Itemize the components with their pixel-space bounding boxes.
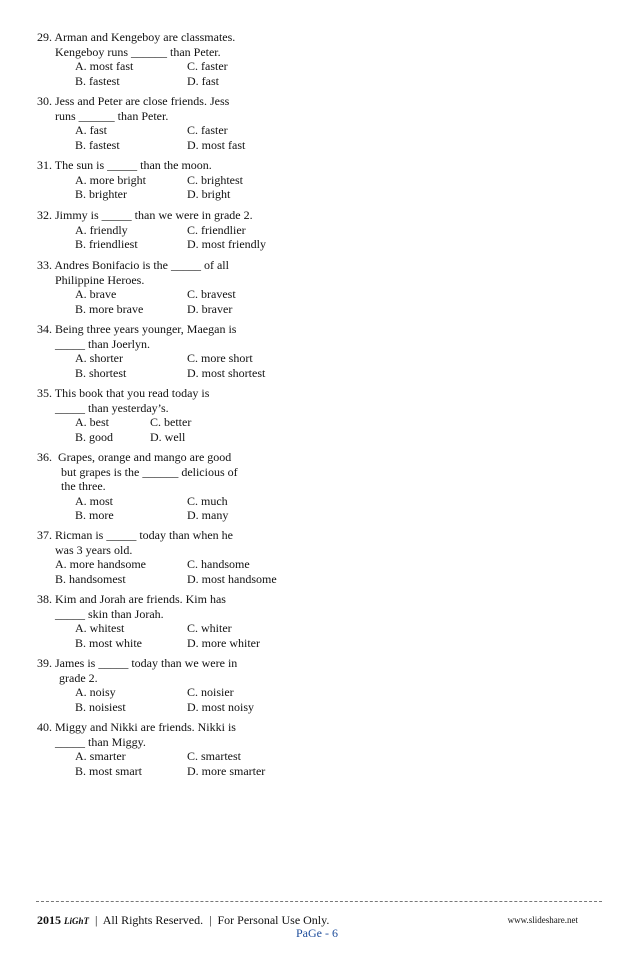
question-stem xyxy=(37,258,337,273)
options-row xyxy=(37,621,337,636)
footer-rights: | All Rights Reserved. | For Personal Use Only. xyxy=(89,913,330,927)
question-text: grade 2. xyxy=(59,670,98,685)
question-text: Arman and Kengeboy are classmates. xyxy=(54,30,236,44)
answer-option: A. whitest xyxy=(75,621,125,635)
options-row xyxy=(37,59,337,74)
options-row xyxy=(37,287,337,302)
answer-option: A. shorter xyxy=(75,351,123,365)
answer-option: A. most xyxy=(75,493,114,508)
question-stem-continuation xyxy=(37,479,337,494)
question-stem xyxy=(37,450,337,465)
answer-option: C. smartest xyxy=(187,749,241,763)
answer-option: A. noisy xyxy=(75,685,116,699)
question-38 xyxy=(37,592,337,650)
options-row xyxy=(37,187,337,202)
question-stem-continuation xyxy=(37,671,337,686)
answer-option: C. more short xyxy=(187,351,253,365)
answer-option: D. most noisy xyxy=(187,699,255,714)
options-row xyxy=(37,572,337,587)
question-number: 32. xyxy=(37,208,52,222)
question-40 xyxy=(37,720,337,778)
options-row xyxy=(37,430,337,445)
question-39 xyxy=(37,656,337,714)
answer-option: A. more bright xyxy=(75,172,146,187)
footer-year: 2015 xyxy=(37,913,61,927)
answer-option: B. handsomest xyxy=(55,571,126,586)
options-row xyxy=(37,700,337,715)
options-row xyxy=(37,685,337,700)
question-30 xyxy=(37,94,337,152)
question-stem xyxy=(37,158,337,173)
answer-option: B. more brave xyxy=(75,301,144,316)
answer-option: D. braver xyxy=(187,301,233,316)
question-32 xyxy=(37,208,337,252)
answer-option: D. more whiter xyxy=(187,635,260,650)
options-row xyxy=(37,302,337,317)
question-text: Ricman is _____ today than when he xyxy=(55,528,233,542)
question-text: James is _____ today than we were in xyxy=(55,656,238,670)
question-text: Kengeboy runs ______ than Peter. xyxy=(55,44,221,59)
question-35 xyxy=(37,386,337,444)
answer-option: B. brighter xyxy=(75,187,127,201)
answer-option: C. handsome xyxy=(187,557,250,571)
answer-option: B. fastest xyxy=(75,73,120,88)
question-text: was 3 years old. xyxy=(55,542,133,557)
answer-option: D. well xyxy=(150,429,186,444)
options-row xyxy=(37,351,337,366)
answer-option: D. most fast xyxy=(187,137,246,152)
question-text: Being three years younger, Maegan is xyxy=(55,322,237,336)
question-text: _____ than yesterday’s. xyxy=(55,400,169,415)
question-number: 37. xyxy=(37,528,52,542)
answer-option: D. fast xyxy=(187,73,219,88)
page-number: PaGe - 6 xyxy=(296,926,338,940)
question-stem-continuation xyxy=(37,109,337,124)
answer-option: B. shortest xyxy=(75,365,127,380)
question-text: This book that you read today is xyxy=(54,386,210,400)
answer-option: A. brave xyxy=(75,287,117,301)
answer-option: C. friendlier xyxy=(187,222,246,237)
answer-option: A. fast xyxy=(75,123,107,137)
question-text: Kim and Jorah are friends. Kim has xyxy=(55,592,226,606)
question-text: but grapes is the ______ delicious of xyxy=(61,464,238,479)
question-stem-continuation xyxy=(37,45,337,60)
options-row xyxy=(37,123,337,138)
question-text: _____ skin than Jorah. xyxy=(55,606,164,621)
question-number: 39. xyxy=(37,656,52,670)
question-number: 34. xyxy=(37,322,52,336)
answer-option: B. most white xyxy=(75,635,143,650)
answer-option: D. more smarter xyxy=(187,763,266,778)
question-stem xyxy=(37,30,337,45)
footer-website: www.slideshare.net xyxy=(507,915,578,925)
footer-brand: LiGhT xyxy=(64,916,90,926)
question-stem xyxy=(37,94,337,109)
question-text: The sun is _____ than the moon. xyxy=(54,158,212,172)
question-text: runs ______ than Peter. xyxy=(55,108,169,123)
answer-option: C. brightest xyxy=(187,172,243,187)
options-row xyxy=(37,636,337,651)
question-number: 40. xyxy=(37,720,52,734)
question-33 xyxy=(37,258,337,316)
options-row xyxy=(37,749,337,764)
answer-option: C. faster xyxy=(187,123,228,137)
question-stem-continuation xyxy=(37,337,337,352)
question-37 xyxy=(37,528,337,586)
question-text: the three. xyxy=(61,479,106,493)
question-stem-continuation xyxy=(37,607,337,622)
options-row xyxy=(37,557,337,572)
options-row xyxy=(37,508,337,523)
answer-option: C. noisier xyxy=(187,685,234,699)
question-stem-continuation xyxy=(37,273,337,288)
options-row xyxy=(37,223,337,238)
answer-option: A. most fast xyxy=(75,59,134,73)
answer-option: C. much xyxy=(187,493,228,508)
options-row xyxy=(37,494,337,509)
answer-option: A. smarter xyxy=(75,749,126,763)
answer-option: A. best xyxy=(75,415,109,429)
question-number: 38. xyxy=(37,592,52,606)
answer-option: D. bright xyxy=(187,187,231,201)
question-number: 36. xyxy=(37,450,52,464)
answer-option: C. bravest xyxy=(187,287,236,301)
question-stem-continuation xyxy=(37,401,337,416)
footer-divider xyxy=(36,901,602,902)
question-text: _____ than Miggy. xyxy=(55,734,146,749)
question-stem xyxy=(37,720,337,735)
answer-option: C. whiter xyxy=(187,621,232,635)
question-stem-continuation xyxy=(37,543,337,558)
question-stem xyxy=(37,528,337,543)
question-text: Jimmy is _____ than we were in grade 2. xyxy=(55,208,253,222)
question-stem xyxy=(37,656,337,671)
question-text: Andres Bonifacio is the _____ of all xyxy=(54,258,229,272)
answer-option: D. most shortest xyxy=(187,365,266,380)
answer-option: B. friendliest xyxy=(75,237,138,251)
options-row xyxy=(37,366,337,381)
question-text: Miggy and Nikki are friends. Nikki is xyxy=(55,720,236,734)
answer-option: B. fastest xyxy=(75,137,120,152)
options-row xyxy=(37,415,337,430)
answer-option: B. good xyxy=(75,429,114,444)
question-36 xyxy=(37,450,337,523)
question-number: 29. xyxy=(37,30,52,44)
answer-option: B. noisiest xyxy=(75,699,126,714)
question-stem xyxy=(37,322,337,337)
answer-option: C. better xyxy=(150,415,192,429)
question-stem-continuation xyxy=(37,465,337,480)
options-row xyxy=(37,173,337,188)
answer-option: A. more handsome xyxy=(55,557,146,571)
question-29 xyxy=(37,30,337,88)
question-31 xyxy=(37,158,337,202)
question-stem xyxy=(37,386,337,401)
answer-option: D. most handsome xyxy=(187,571,277,586)
question-number: 30. xyxy=(37,94,52,108)
question-number: 31. xyxy=(37,158,52,172)
question-stem xyxy=(37,208,337,223)
options-row xyxy=(37,237,337,252)
answer-option: A. friendly xyxy=(75,222,128,237)
options-row xyxy=(37,138,337,153)
answer-option: D. most friendly xyxy=(187,237,266,251)
options-row xyxy=(37,764,337,779)
question-number: 35. xyxy=(37,386,52,400)
options-row xyxy=(37,74,337,89)
question-stem-continuation xyxy=(37,735,337,750)
answer-option: D. many xyxy=(187,508,229,522)
question-text: _____ than Joerlyn. xyxy=(55,336,150,351)
question-number: 33. xyxy=(37,258,52,272)
question-text: Philippine Heroes. xyxy=(55,272,145,287)
question-text: Jess and Peter are close friends. Jess xyxy=(55,94,230,108)
answer-option: B. most smart xyxy=(75,763,143,778)
question-stem xyxy=(37,592,337,607)
answer-option: C. faster xyxy=(187,59,228,73)
question-text: Grapes, orange and mango are good xyxy=(55,450,232,464)
question-34 xyxy=(37,322,337,380)
footer-copyright xyxy=(37,913,329,928)
answer-option: B. more xyxy=(75,508,114,522)
